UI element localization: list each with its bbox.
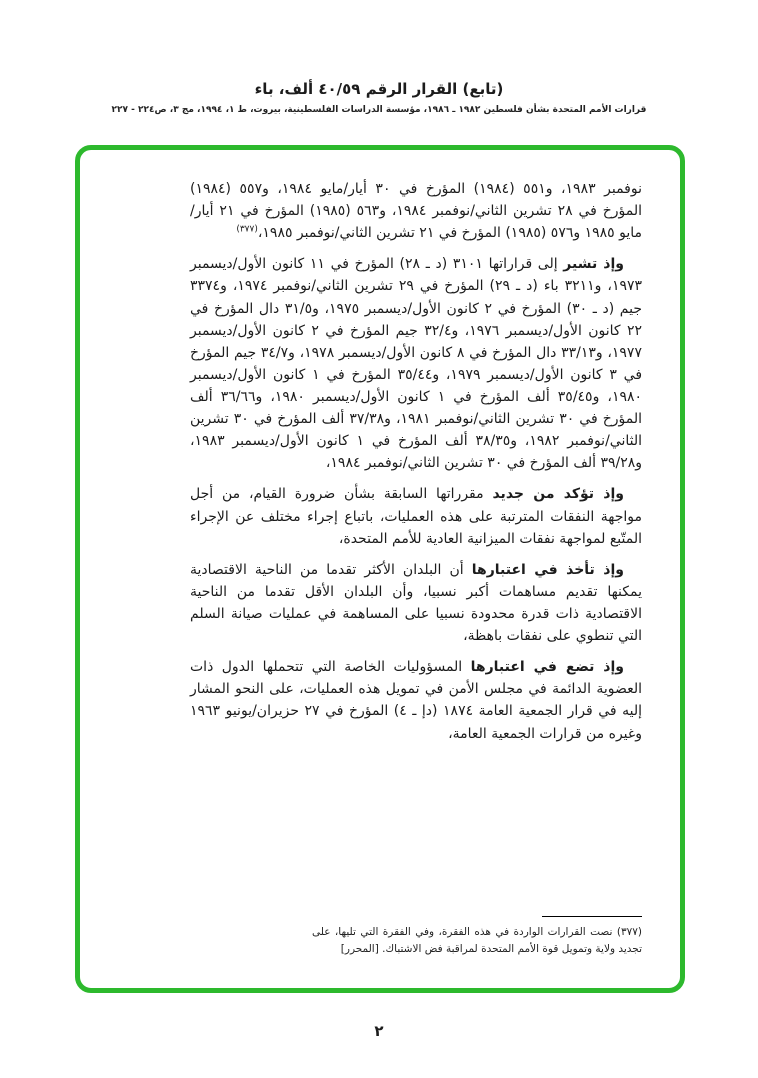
paragraph-text: نوفمبر ١٩٨٣، و٥٥١ (١٩٨٤) المؤرخ في ٣٠ أيار/مايو ١٩٨٤، و٥٥٧ (١٩٨٤) المؤرخ في ٢٨ تشرين الثاني/نوفمبر ١٩٨٤، و٥٦٣ (١٩٨٥) المؤرخ في ٢١ أيار/مايو ١٩٨٥ و٥٧٦ (١٩٨٥) المؤرخ في ٢١ تشرين الثاني/نوفمبر ١٩٨٥، [190,181,643,242]
paragraph [190,483,642,549]
paragraph-lead: وإذ تأخذ في اعتبارها [471,561,624,578]
footnote-block [312,916,642,958]
paragraph [190,559,642,647]
paragraph [190,656,642,744]
page-number: ٢ [374,1022,384,1040]
footnote-separator-rule [542,916,642,917]
resolution-body-text [190,178,642,754]
paragraph-lead: وإذ تشير [563,256,624,273]
page-header [0,80,758,115]
footnote-text: (٣٧٧) نصت القرارات الواردة في هذه الفقرة، وفي الفقرة التي تليها، على تجديد ولاية وتمويل قوة الأمم المتحدة لمراقبة فض الاشتباك. [المحرر] [312,926,642,956]
footnote-ref-marker: (٣٧٧) [236,224,258,235]
paragraph-text: المسؤوليات الخاصة التي تتحملها الدول ذات العضوية الدائمة في مجلس الأمن في تمويل هذه العمليات، على النحو المشار إليه في قرار الجمعية العامة ١٨٧٤ (دإ ـ ٤) المؤرخ في ٢٧ حزيران/يونيو ١٩٦٣ وغيره من قرارات الجمعية العامة، [190,659,642,742]
resolution-title: (تابع) القرار الرقم ٤٠/٥٩ ألف، باء [254,80,504,98]
paragraph [190,178,642,244]
paragraph-lead: وإذ تضع في اعتبارها [470,659,624,676]
paragraph-text: إلى قراراتها ٣١٠١ (د ـ ٢٨) المؤرخ في ١١ كانون الأول/ديسمبر ١٩٧٣، و٣٢١١ باء (د ـ ٢٩) المؤرخ في ٢٩ تشرين الثاني/نوفمبر ١٩٧٤، و٣٣٧٤ جيم (د ـ ٣٠) المؤرخ في ٢ كانون الأول/ديسمبر ١٩٧٥، و٣١/٥ دال المؤرخ في ٢٢ كانون الأول/ديسمبر ١٩٧٦، و٣٢/٤ جيم المؤرخ في ٢ كانون الأول/ديسمبر ١٩٧٧، و٣٣/١٣ دال المؤرخ في ٨ كانون الأول/ديسمبر ١٩٧٨، و٣٤/٧ جيم المؤرخ في ٣ كانون الأول/ديسمبر ١٩٧٩، و٣٥/٤٤ المؤرخ في ١ كانون الأول/ديسمبر ١٩٨٠، و٣٥/٤٥ ألف المؤرخ في ١ كانون الأول/ديسمبر ١٩٨٠، و٣٦/٦٦ ألف المؤرخ في ٣٠ تشرين الثاني/نوفمبر ١٩٨١، و٣٧/٣٨ ألف المؤرخ في ٣٠ تشرين الثاني/نوفمبر ١٩٨٢، و٣٨/٣٥ ألف المؤرخ في ١ كانون الأول/ديسمبر ١٩٨٣، و٣٩/٢٨ ألف المؤرخ في ٣٠ تشرين الثاني/نوفمبر ١٩٨٤، [190,256,643,472]
paragraph [190,253,642,474]
paragraph-text: مقرراتها السابقة بشأن ضرورة القيام، من أجل مواجهة النفقات المترتبة على هذه العمليات، باتباع إجراء مختلف عن الإجراء المتّبع لمواجهة نفقات الميزانية العادية للأمم المتحدة، [190,486,642,547]
source-citation: قرارات الأمم المتحدة بشأن فلسطين ١٩٨٢ ـ ١٩٨٦، مؤسسة الدراسات الفلسطينية، بيروت، ط ١، ١٩٩٤، مج ٣، ص٢٢٤ - ٢٢٧ [111,105,647,115]
green-border-frame [75,145,685,993]
paragraph-lead: وإذ تؤكد من جديد [492,486,624,503]
paragraph-text: أن البلدان الأكثر تقدما من الناحية الاقتصادية يمكنها تقديم مساهمات أكبر نسبيا، وأن البلدان الأقل تقدما من الناحية الاقتصادية ذات قدرة محدودة نسبيا على المساهمة في عمليات صيانة السلم التي تنطوي على نفقات باهظة، [190,561,642,645]
